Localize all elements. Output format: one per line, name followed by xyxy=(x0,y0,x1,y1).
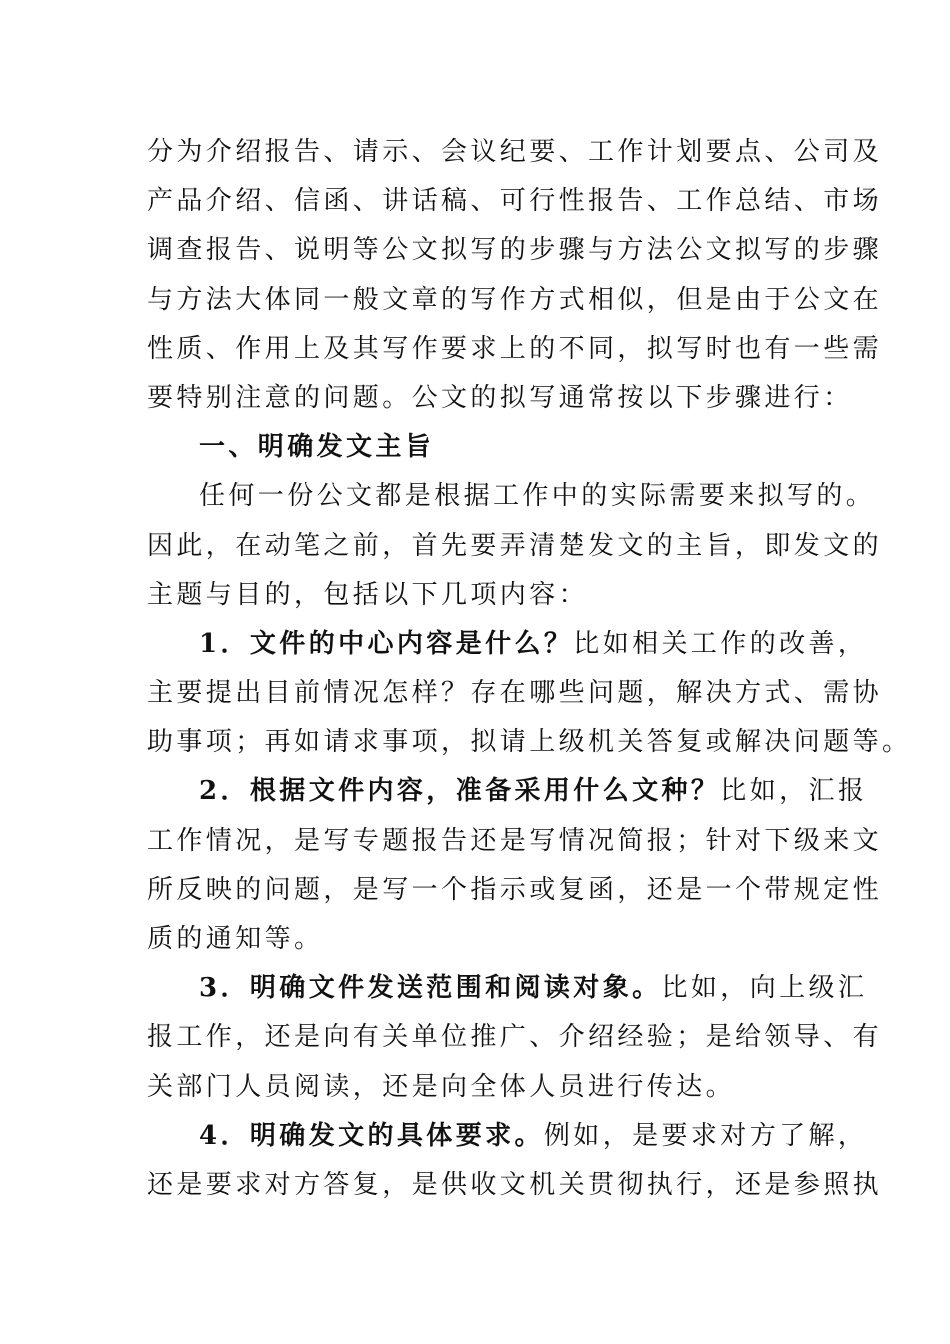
list-item-4-first-line xyxy=(147,1112,868,1161)
body-text-line: 与方法大体同一般文章的写作方式相似，但是由于公文在 xyxy=(147,284,883,315)
list-item-lead: 3．明确文件发送范围和阅读对象。 xyxy=(199,973,662,1004)
list-item-text: 比如，汇报 xyxy=(720,776,868,807)
body-text-line: 关部门人员阅读，还是向全体人员进行传达。 xyxy=(147,1071,736,1102)
section-heading: 一、明确发文主旨 xyxy=(199,432,435,463)
list-item-1-first-line xyxy=(147,620,868,669)
list-item-lead: 4．明确发文的具体要求。 xyxy=(199,1120,544,1151)
document-page xyxy=(147,128,912,1210)
body-text-line: 产品介绍、信函、讲话稿、可行性报告、工作总结、市场 xyxy=(147,186,883,217)
body-text-line: 任何一份公文都是根据工作中的实际需要来拟写的。 xyxy=(199,481,876,512)
body-text-line: 主要提出目前情况怎样？存在哪些问题，解决方式、需协 xyxy=(147,678,883,709)
body-text-line: 工作情况，是写专题报告还是写情况简报；针对下级来文 xyxy=(147,825,883,856)
body-text-line: 所反映的问题，是写一个指示或复函，还是一个带规定性 xyxy=(147,874,883,905)
body-text-line: 分为介绍报告、请示、会议纪要、工作计划要点、公司及 xyxy=(147,137,883,167)
body-text-line: 因此，在动笔之前，首先要弄清楚发文的主旨，即发文的 xyxy=(147,530,883,561)
body-text-line: 性质、作用上及其写作要求上的不同，拟写时也有一些需 xyxy=(147,333,883,364)
list-item-text: 比如相关工作的改善， xyxy=(573,628,868,659)
body-text-line: 调查报告、说明等公文拟写的步骤与方法公文拟写的步骤 xyxy=(147,235,883,266)
list-item-lead: 1．文件的中心内容是什么？ xyxy=(199,628,574,659)
body-text-line: 主题与目的，包括以下几项内容： xyxy=(147,579,589,610)
list-item-3-first-line xyxy=(147,964,868,1013)
list-item-lead: 2．根据文件内容，准备采用什么文种？ xyxy=(199,776,721,807)
body-text-line: 还是要求对方答复，是供收文机关贯彻执行，还是参照执 xyxy=(147,1169,883,1200)
body-text-line: 助事项；再如请求事项，拟请上级机关答复或解决问题等。 xyxy=(147,727,912,758)
body-text-line: 要特别注意的问题。公文的拟写通常按以下步骤进行： xyxy=(147,382,853,413)
list-item-text: 比如，向上级汇 xyxy=(661,973,868,1004)
body-text-line: 报工作，还是向有关单位推广、介绍经验；是给领导、有 xyxy=(147,1022,883,1053)
list-item-text: 例如，是要求对方了解， xyxy=(543,1120,868,1151)
body-text-line: 质的通知等。 xyxy=(147,924,324,954)
list-item-2-first-line xyxy=(147,767,868,816)
